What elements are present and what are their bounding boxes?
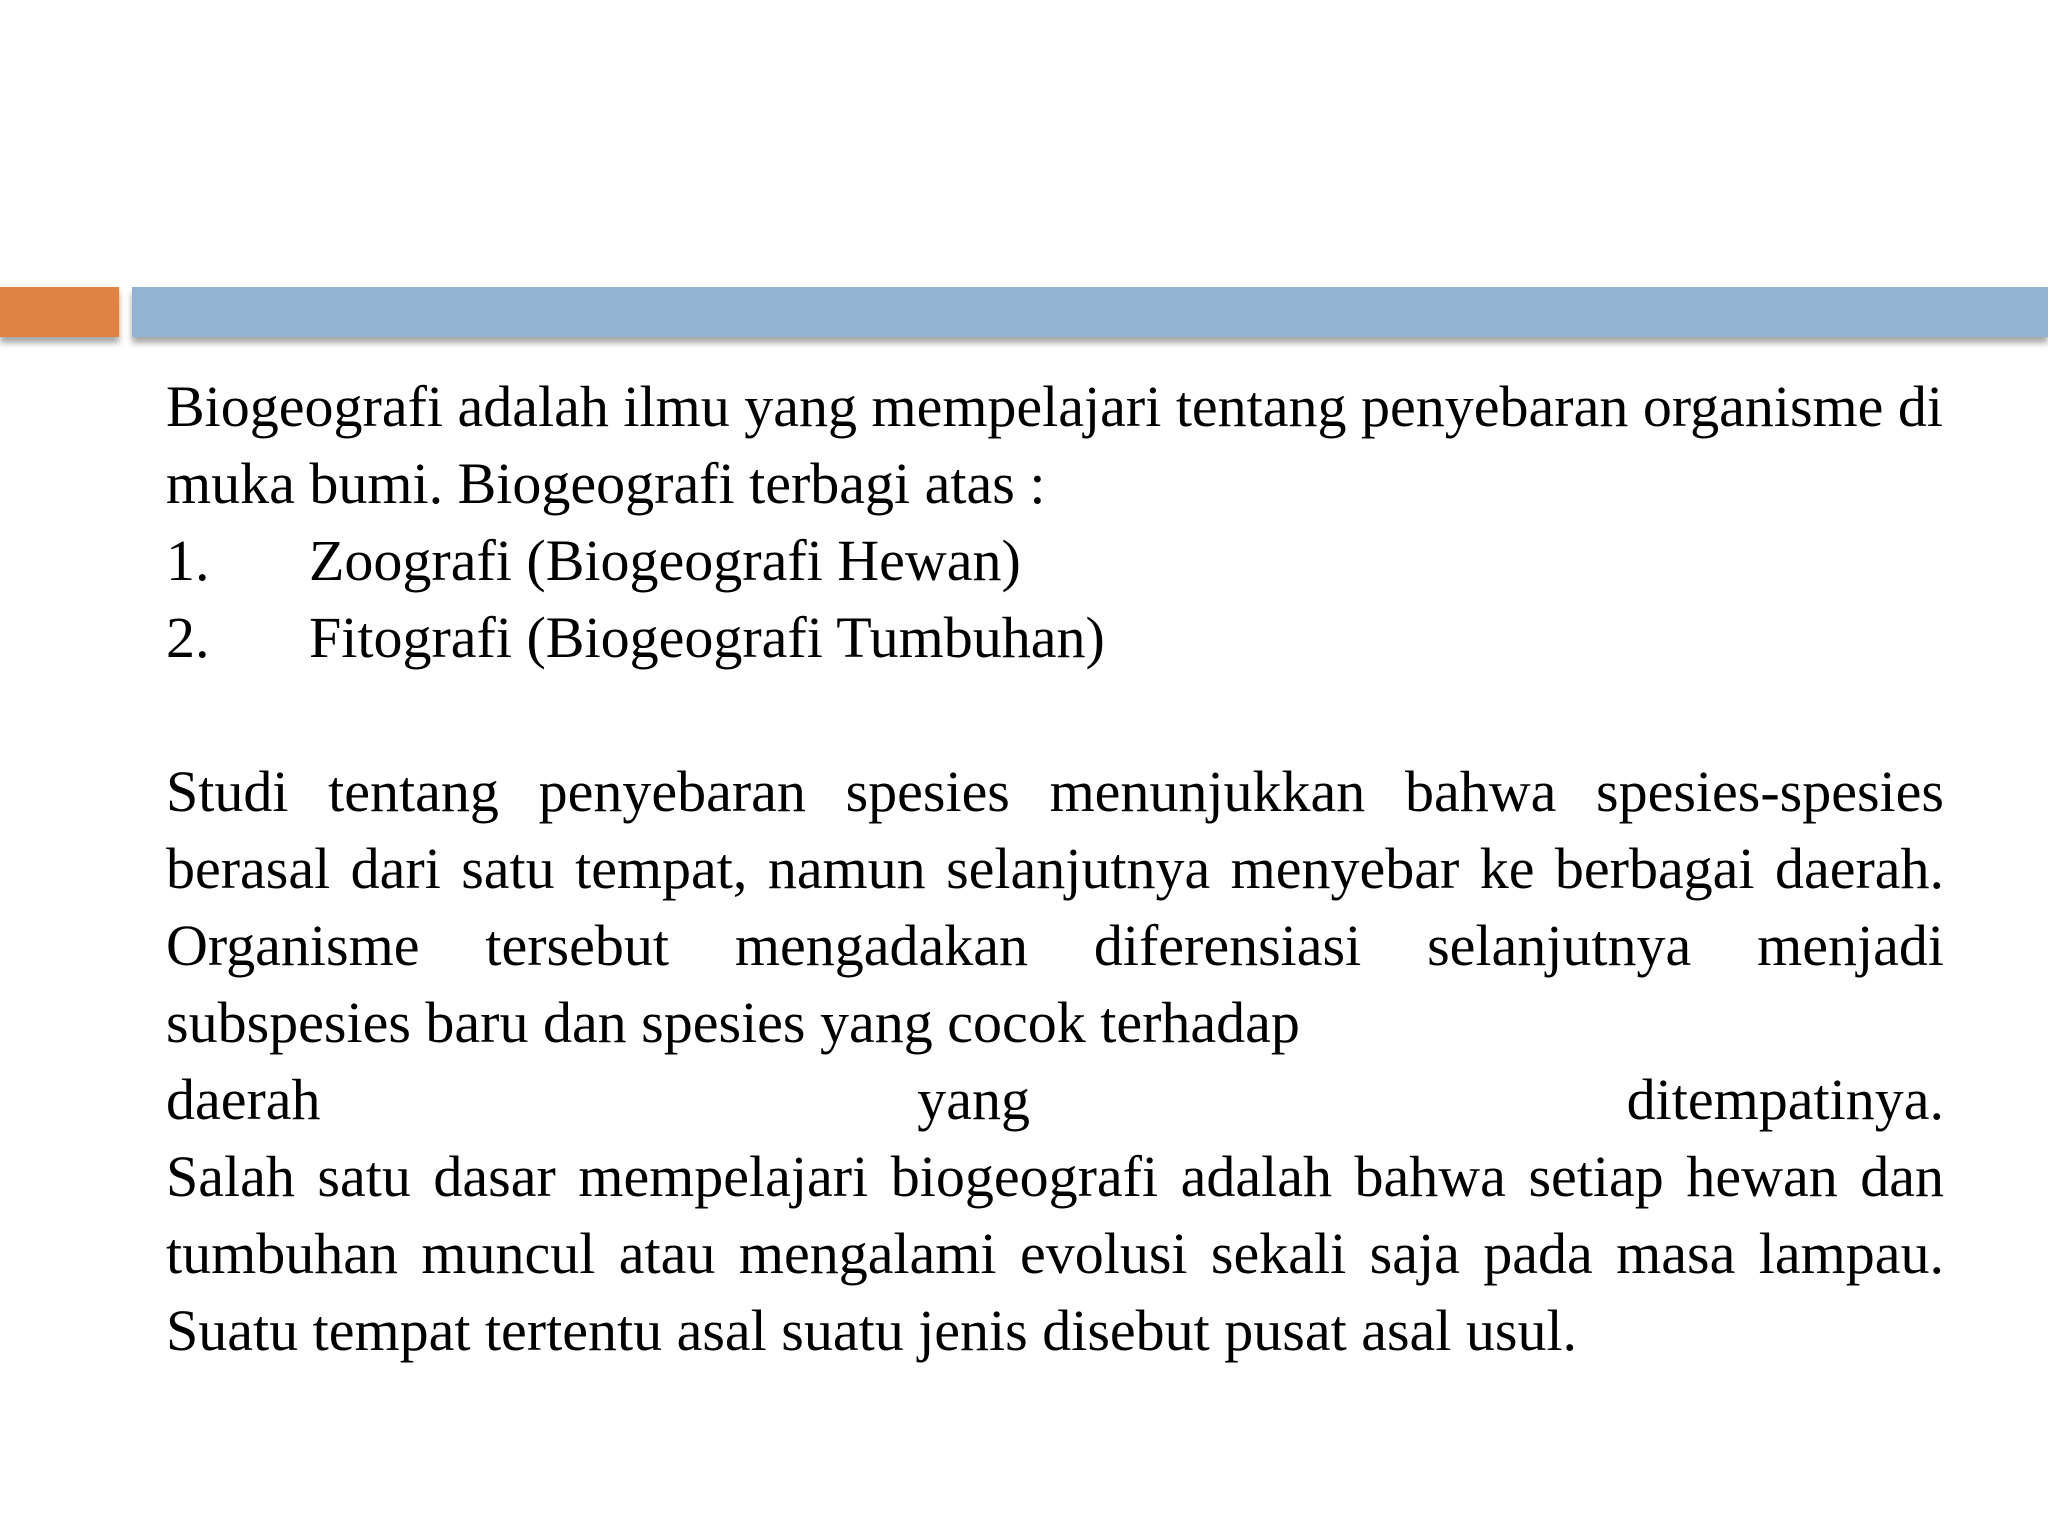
- list-item-number: 2.: [166, 605, 210, 670]
- list-item: [166, 522, 1944, 599]
- body-paragraph: [166, 753, 1944, 1369]
- header-accent-orange-bar: [0, 287, 119, 337]
- paragraph-part-2: Salah satu dasar mempelajari biogeografi adalah bahwa setiap hewan dan tumbuhan muncul atau mengalami evolusi sekali saja pada masa lampau. Suatu tempat tertentu asal suatu jenis disebut pusat asal usul.: [166, 1144, 1944, 1363]
- word: daerah: [166, 1067, 321, 1132]
- intro-block: [166, 368, 1944, 522]
- paragraph-justified-line: [166, 1061, 1944, 1138]
- paragraph-spacer: [166, 676, 1944, 753]
- paragraph-part-1: Studi tentang penyebaran spesies menunjukkan bahwa spesies-spesies berasal dari satu tempat, namun selanjutnya menyebar ke berbagai daerah. Organisme tersebut mengadakan diferensiasi selanjutnya menjadi subspesies baru dan spesies yang cocok terhadap: [166, 759, 1944, 1055]
- list-item-text: Zoografi (Biogeografi Hewan): [309, 528, 1021, 593]
- biogeography-types-list: [166, 522, 1944, 676]
- slide-body: [166, 368, 1944, 1369]
- header-accent-blue-bar: [132, 287, 2048, 337]
- word: yang: [917, 1067, 1030, 1132]
- list-item-number: 1.: [166, 528, 210, 593]
- intro-text: Biogeografi adalah ilmu yang mempelajari tentang penyebaran organisme di muka bumi. Biogeografi terbagi atas :: [166, 374, 1943, 516]
- list-item-text: Fitografi (Biogeografi Tumbuhan): [309, 605, 1105, 670]
- list-item: [166, 599, 1944, 676]
- word: ditempatinya.: [1626, 1067, 1944, 1132]
